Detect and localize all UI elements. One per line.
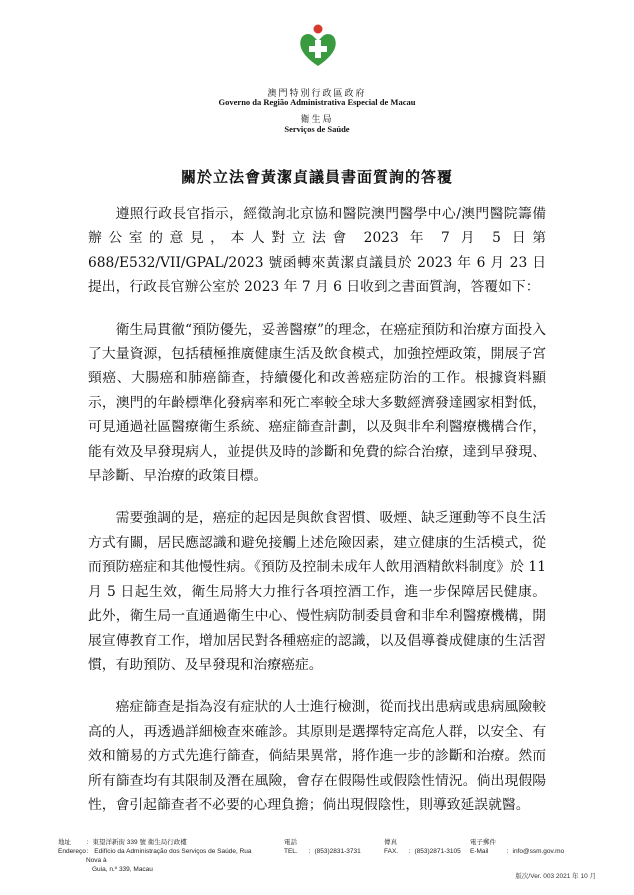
fax-label-pt: FAX.: [384, 848, 399, 855]
gov-name-zh: 澳門特別行政區政府: [267, 89, 367, 99]
tel-label-pt: TEL.: [284, 848, 298, 855]
fax-label-zh: 傳真: [384, 839, 397, 846]
email-label-pt: E-Mail: [470, 848, 489, 855]
address-pt: ： Edifício da Administração dos Serviços de Saúde, Rua Nova à: [86, 848, 252, 864]
tel-label-zh: 電話: [284, 839, 297, 846]
logo-red-dot: [314, 25, 323, 34]
tel-value: ：(853)2831-3731: [308, 848, 361, 855]
paragraph: 癌症篩查是指為沒有症狀的人士進行檢測，從而找出患病或患病風險較高的人，再透過詳細檢查來確診。其原則是選擇特定高危人群，以安全、有效和簡易的方式先進行篩查，倘結果異常，將作進一步的診斷和治療。然而所有篩查均有其限制及潛在風險，會存在假陽性或假陰性情況。倘出現假陽性，會引起篩查者不必要的心理負擔；倘出現假陰性，則導致延誤就醫。: [88, 699, 546, 813]
dept-name-pt: Serviços de Saúde: [284, 124, 350, 134]
address-pt-line2: Guia, n.º 339, Macau: [92, 866, 153, 873]
gov-name-pt: Governo da Região Administrativa Especial de Macau: [218, 97, 416, 107]
address-label-zh: 地址: [58, 839, 71, 846]
document-body: [88, 202, 546, 835]
dept-name-zh: 衛生局: [300, 115, 334, 125]
paragraph: 遵照行政長官指示，經徵詢北京協和醫院澳門醫學中心/澳門醫院籌備辦公室的意見，本人對立法會 2023 年 7 月 5 日第 688/E532/VII/GPAL/2023 號函轉來黃潔貞議員於 2023 年 6 月 23 日提出，行政長官辦公室於 2023 年 7 月 6 日收到之書面質詢，答覆如下：: [88, 206, 546, 296]
address-label-pt: Endereço: [58, 848, 86, 855]
document-title: 關於立法會黃潔貞議員書面質詢的答覆: [180, 168, 453, 186]
version-label: 版次/Ver. 003 2021 年 10 月: [515, 873, 596, 880]
email-label-zh: 電子郵件: [470, 839, 496, 846]
health-bureau-logo: [296, 24, 340, 68]
email-value: ：info@ssm.gov.mo: [506, 848, 565, 855]
fax-value: ：(853)2871-3105: [408, 848, 461, 855]
paragraph: 衛生局貫徹“預防優先，妥善醫療”的理念，在癌症預防和治療方面投入了大量資源，包括積極推廣健康生活及飲食模式，加強控煙政策，開展子宮頸癌、大腸癌和肺癌篩查，持續優化和改善癌症防治的工作。根據資料顯示，澳門的年齡標準化發病率和死亡率較全球大多數經濟發達國家相對低，可見通過社區醫療衛生系統、癌症篩查計劃，以及與非牟利醫療機構合作，能有效及早發現病人，並提供及時的診斷和免費的綜合治療，達到早發現、早診斷、早治療的政策目標。: [88, 321, 546, 485]
paragraph: 需要強調的是，癌症的起因是與飲食習慣、吸煙、缺乏運動等不良生活方式有關，居民應認識和避免接觸上述危險因素，建立健康的生活模式，從而預防癌症和其他慢性病。《預防及控制未成年人飲用酒精飲料制度》於 11 月 5 日起生效，衛生局將大力推行各項控酒工作，進一步保障居民健康。此外，衛生局一直通過衛生中心、慢性病防制委員會和非牟利醫療機構，開展宣傳教育工作，增加居民對各種癌症的認識，以及倡導養成健康的生活習慣，有助預防、及早發現和治療癌症。: [88, 510, 546, 673]
address-zh: ：東望洋新街 339 號 衛生局行政樓: [86, 839, 187, 846]
